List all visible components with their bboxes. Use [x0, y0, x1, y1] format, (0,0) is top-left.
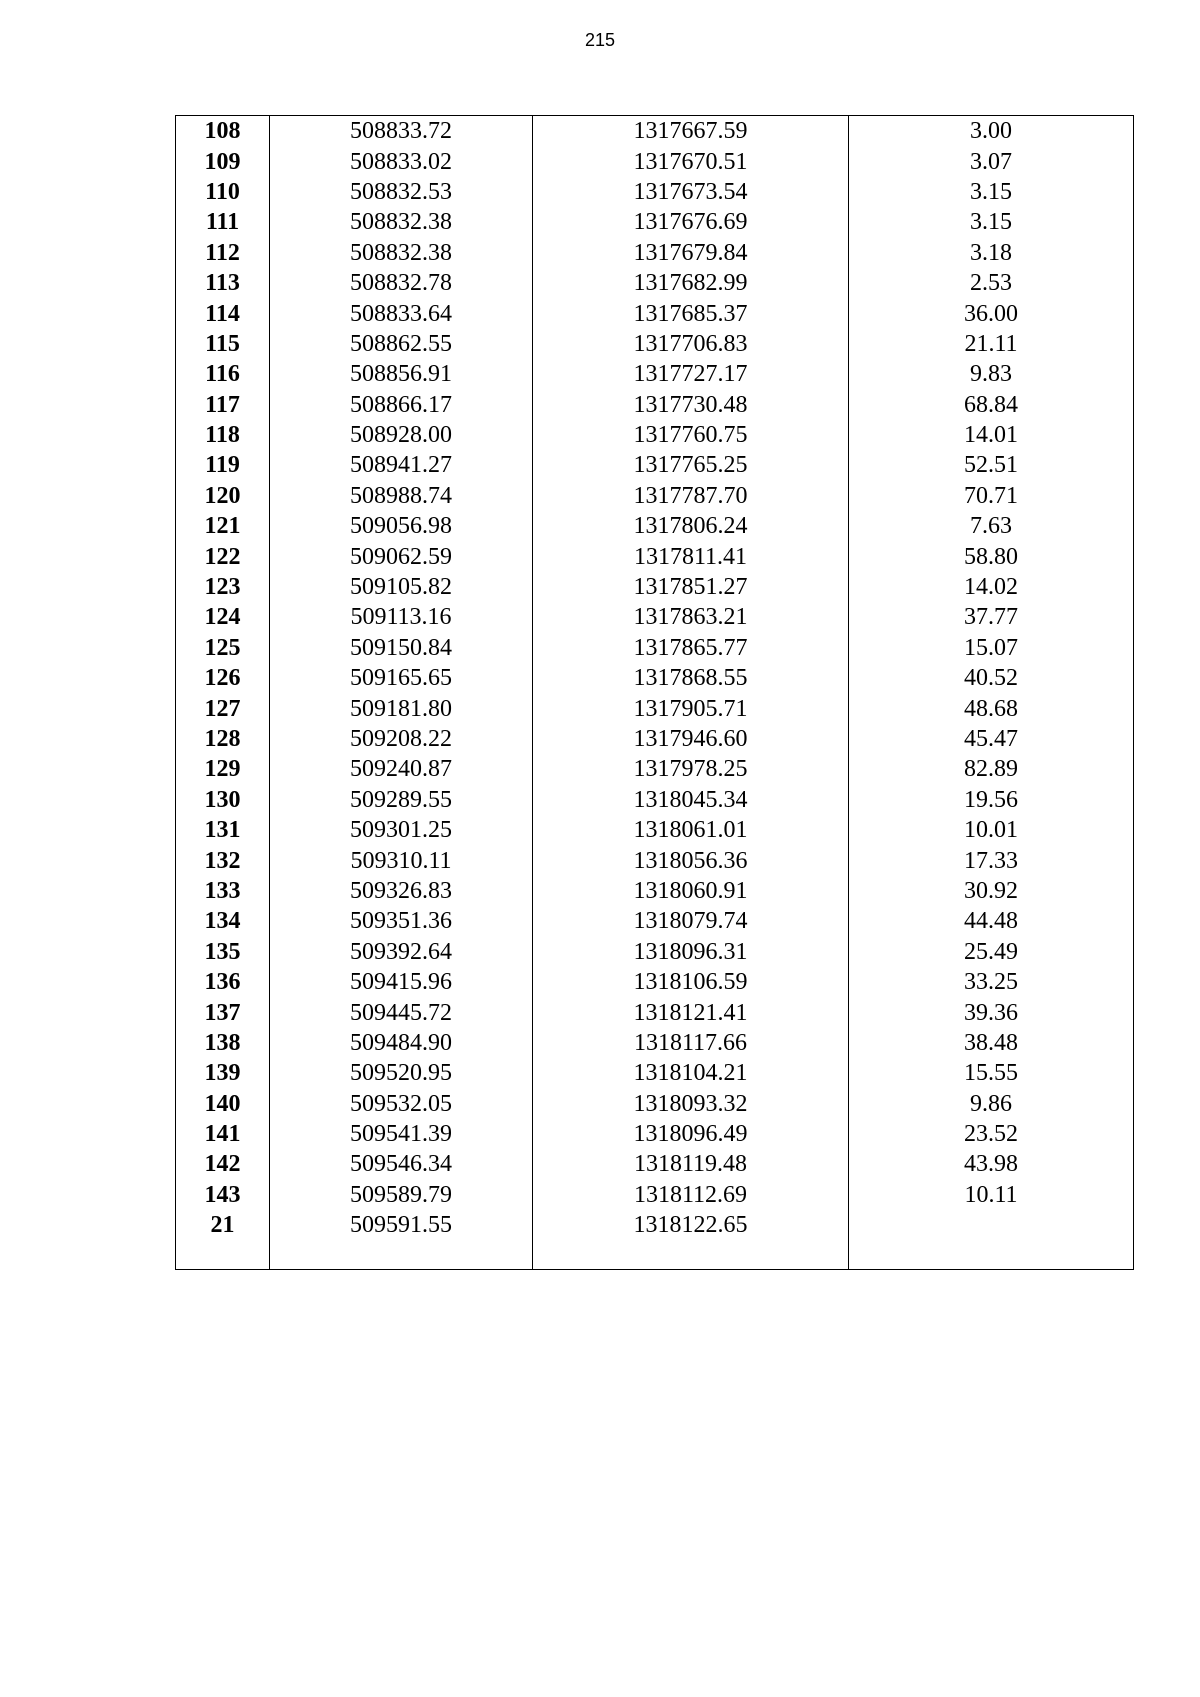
distance-cell: 30.92	[849, 876, 1134, 906]
point-number-cell: 130	[176, 785, 270, 815]
point-number-cell: 133	[176, 876, 270, 906]
point-number-cell: 134	[176, 906, 270, 936]
distance-cell: 15.55	[849, 1058, 1134, 1088]
distance-cell: 9.86	[849, 1089, 1134, 1119]
x-coordinate-cell: 509165.65	[270, 663, 533, 693]
empty-cell	[270, 1240, 533, 1269]
x-coordinate-cell: 508866.17	[270, 390, 533, 420]
table-row	[176, 906, 1134, 936]
x-coordinate-cell: 509541.39	[270, 1119, 533, 1149]
y-coordinate-cell: 1317682.99	[533, 268, 849, 298]
table-row	[176, 329, 1134, 359]
point-number-cell: 118	[176, 420, 270, 450]
x-coordinate-cell: 508832.78	[270, 268, 533, 298]
point-number-cell: 121	[176, 511, 270, 541]
distance-cell: 36.00	[849, 298, 1134, 328]
point-number-cell: 109	[176, 146, 270, 176]
y-coordinate-cell: 1317685.37	[533, 298, 849, 328]
distance-cell: 15.07	[849, 633, 1134, 663]
table-row	[176, 602, 1134, 632]
distance-cell: 44.48	[849, 906, 1134, 936]
y-coordinate-cell: 1317863.21	[533, 602, 849, 632]
distance-cell: 21.11	[849, 329, 1134, 359]
table-row	[176, 785, 1134, 815]
point-number-cell: 125	[176, 633, 270, 663]
table-row	[176, 177, 1134, 207]
x-coordinate-cell: 509240.87	[270, 754, 533, 784]
table-row	[176, 1210, 1134, 1240]
x-coordinate-cell: 508833.64	[270, 298, 533, 328]
point-number-cell: 138	[176, 1028, 270, 1058]
x-coordinate-cell: 509520.95	[270, 1058, 533, 1088]
distance-cell: 17.33	[849, 845, 1134, 875]
table-row	[176, 1089, 1134, 1119]
point-number-cell: 117	[176, 390, 270, 420]
x-coordinate-cell: 509289.55	[270, 785, 533, 815]
point-number-cell: 110	[176, 177, 270, 207]
table-row	[176, 359, 1134, 389]
table-row	[176, 1149, 1134, 1179]
y-coordinate-cell: 1317667.59	[533, 116, 849, 147]
point-number-cell: 120	[176, 481, 270, 511]
point-number-cell: 114	[176, 298, 270, 328]
table-row	[176, 1119, 1134, 1149]
x-coordinate-cell: 509310.11	[270, 845, 533, 875]
distance-cell: 14.02	[849, 572, 1134, 602]
x-coordinate-cell: 508988.74	[270, 481, 533, 511]
table-row	[176, 876, 1134, 906]
point-number-cell: 113	[176, 268, 270, 298]
point-number-cell: 119	[176, 450, 270, 480]
point-number-cell: 136	[176, 967, 270, 997]
y-coordinate-cell: 1318121.41	[533, 997, 849, 1027]
distance-cell: 82.89	[849, 754, 1134, 784]
x-coordinate-cell: 509415.96	[270, 967, 533, 997]
x-coordinate-cell: 508856.91	[270, 359, 533, 389]
distance-cell: 40.52	[849, 663, 1134, 693]
x-coordinate-cell: 508832.53	[270, 177, 533, 207]
distance-cell: 48.68	[849, 693, 1134, 723]
table-row	[176, 663, 1134, 693]
distance-cell: 68.84	[849, 390, 1134, 420]
table-row	[176, 511, 1134, 541]
y-coordinate-cell: 1318060.91	[533, 876, 849, 906]
table-row	[176, 146, 1134, 176]
point-number-cell: 142	[176, 1149, 270, 1179]
table-row	[176, 1180, 1134, 1210]
x-coordinate-cell: 509208.22	[270, 724, 533, 754]
distance-cell: 19.56	[849, 785, 1134, 815]
y-coordinate-cell: 1317946.60	[533, 724, 849, 754]
distance-cell: 10.11	[849, 1180, 1134, 1210]
x-coordinate-cell: 509181.80	[270, 693, 533, 723]
y-coordinate-cell: 1317765.25	[533, 450, 849, 480]
x-coordinate-cell: 509484.90	[270, 1028, 533, 1058]
y-coordinate-cell: 1317706.83	[533, 329, 849, 359]
table-row	[176, 724, 1134, 754]
point-number-cell: 112	[176, 238, 270, 268]
y-coordinate-cell: 1317811.41	[533, 541, 849, 571]
distance-cell: 23.52	[849, 1119, 1134, 1149]
distance-cell: 70.71	[849, 481, 1134, 511]
point-number-cell: 124	[176, 602, 270, 632]
distance-cell: 45.47	[849, 724, 1134, 754]
x-coordinate-cell: 509150.84	[270, 633, 533, 663]
point-number-cell: 123	[176, 572, 270, 602]
x-coordinate-cell: 508832.38	[270, 207, 533, 237]
distance-cell: 39.36	[849, 997, 1134, 1027]
point-number-cell: 135	[176, 937, 270, 967]
table-row	[176, 1058, 1134, 1088]
y-coordinate-cell: 1317851.27	[533, 572, 849, 602]
y-coordinate-cell: 1317978.25	[533, 754, 849, 784]
x-coordinate-cell: 509589.79	[270, 1180, 533, 1210]
x-coordinate-cell: 509056.98	[270, 511, 533, 541]
point-number-cell: 131	[176, 815, 270, 845]
y-coordinate-cell: 1317868.55	[533, 663, 849, 693]
y-coordinate-cell: 1318096.49	[533, 1119, 849, 1149]
y-coordinate-cell: 1317905.71	[533, 693, 849, 723]
x-coordinate-cell: 509591.55	[270, 1210, 533, 1240]
point-number-cell: 132	[176, 845, 270, 875]
table-row	[176, 693, 1134, 723]
y-coordinate-cell: 1318056.36	[533, 845, 849, 875]
distance-cell: 7.63	[849, 511, 1134, 541]
x-coordinate-cell: 508941.27	[270, 450, 533, 480]
point-number-cell: 127	[176, 693, 270, 723]
y-coordinate-cell: 1318122.65	[533, 1210, 849, 1240]
x-coordinate-cell: 508833.02	[270, 146, 533, 176]
empty-cell	[533, 1240, 849, 1269]
point-number-cell: 126	[176, 663, 270, 693]
empty-cell	[849, 1240, 1134, 1269]
point-number-cell: 140	[176, 1089, 270, 1119]
distance-cell: 38.48	[849, 1028, 1134, 1058]
x-coordinate-cell: 509392.64	[270, 937, 533, 967]
table-row	[176, 268, 1134, 298]
table-row	[176, 541, 1134, 571]
distance-cell: 52.51	[849, 450, 1134, 480]
distance-cell: 33.25	[849, 967, 1134, 997]
y-coordinate-cell: 1317806.24	[533, 511, 849, 541]
table-filler-row	[176, 1240, 1134, 1269]
distance-cell: 9.83	[849, 359, 1134, 389]
empty-cell	[176, 1240, 270, 1269]
table-row	[176, 633, 1134, 663]
distance-cell: 3.07	[849, 146, 1134, 176]
x-coordinate-cell: 509532.05	[270, 1089, 533, 1119]
y-coordinate-cell: 1318112.69	[533, 1180, 849, 1210]
table-row	[176, 238, 1134, 268]
table-row	[176, 937, 1134, 967]
x-coordinate-cell: 509546.34	[270, 1149, 533, 1179]
y-coordinate-cell: 1318061.01	[533, 815, 849, 845]
x-coordinate-cell: 508862.55	[270, 329, 533, 359]
table-row	[176, 207, 1134, 237]
table-row	[176, 845, 1134, 875]
y-coordinate-cell: 1318093.32	[533, 1089, 849, 1119]
distance-cell: 10.01	[849, 815, 1134, 845]
distance-cell: 25.49	[849, 937, 1134, 967]
point-number-cell: 143	[176, 1180, 270, 1210]
distance-cell: 3.15	[849, 207, 1134, 237]
point-number-cell: 122	[176, 541, 270, 571]
table-row	[176, 967, 1134, 997]
distance-cell: 3.15	[849, 177, 1134, 207]
x-coordinate-cell: 509351.36	[270, 906, 533, 936]
distance-cell: 2.53	[849, 268, 1134, 298]
y-coordinate-cell: 1317676.69	[533, 207, 849, 237]
point-number-cell: 115	[176, 329, 270, 359]
coordinates-table-body	[176, 116, 1134, 1270]
y-coordinate-cell: 1317865.77	[533, 633, 849, 663]
x-coordinate-cell: 508832.38	[270, 238, 533, 268]
point-number-cell: 129	[176, 754, 270, 784]
y-coordinate-cell: 1317673.54	[533, 177, 849, 207]
x-coordinate-cell: 509105.82	[270, 572, 533, 602]
table-row	[176, 997, 1134, 1027]
point-number-cell: 21	[176, 1210, 270, 1240]
x-coordinate-cell: 509445.72	[270, 997, 533, 1027]
table-row	[176, 1028, 1134, 1058]
x-coordinate-cell: 508833.72	[270, 116, 533, 147]
y-coordinate-cell: 1318045.34	[533, 785, 849, 815]
table-row	[176, 116, 1134, 147]
x-coordinate-cell: 509326.83	[270, 876, 533, 906]
distance-cell: 3.18	[849, 238, 1134, 268]
distance-cell: 14.01	[849, 420, 1134, 450]
point-number-cell: 116	[176, 359, 270, 389]
table-row	[176, 420, 1134, 450]
table-row	[176, 450, 1134, 480]
x-coordinate-cell: 509113.16	[270, 602, 533, 632]
y-coordinate-cell: 1318079.74	[533, 906, 849, 936]
table-row	[176, 754, 1134, 784]
y-coordinate-cell: 1317760.75	[533, 420, 849, 450]
y-coordinate-cell: 1317727.17	[533, 359, 849, 389]
page-number: 215	[584, 30, 616, 50]
y-coordinate-cell: 1318096.31	[533, 937, 849, 967]
point-number-cell: 139	[176, 1058, 270, 1088]
y-coordinate-cell: 1317679.84	[533, 238, 849, 268]
y-coordinate-cell: 1318106.59	[533, 967, 849, 997]
distance-cell: 37.77	[849, 602, 1134, 632]
point-number-cell: 128	[176, 724, 270, 754]
distance-cell: 58.80	[849, 541, 1134, 571]
x-coordinate-cell: 509301.25	[270, 815, 533, 845]
x-coordinate-cell: 508928.00	[270, 420, 533, 450]
coordinates-table	[175, 115, 1134, 1270]
x-coordinate-cell: 509062.59	[270, 541, 533, 571]
point-number-cell: 111	[176, 207, 270, 237]
y-coordinate-cell: 1317730.48	[533, 390, 849, 420]
table-row	[176, 481, 1134, 511]
distance-cell	[849, 1210, 1134, 1240]
y-coordinate-cell: 1317787.70	[533, 481, 849, 511]
y-coordinate-cell: 1318104.21	[533, 1058, 849, 1088]
point-number-cell: 108	[176, 116, 270, 147]
table-row	[176, 390, 1134, 420]
distance-cell: 3.00	[849, 116, 1134, 147]
point-number-cell: 137	[176, 997, 270, 1027]
point-number-cell: 141	[176, 1119, 270, 1149]
table-row	[176, 815, 1134, 845]
table-row	[176, 572, 1134, 602]
y-coordinate-cell: 1318119.48	[533, 1149, 849, 1179]
y-coordinate-cell: 1317670.51	[533, 146, 849, 176]
y-coordinate-cell: 1318117.66	[533, 1028, 849, 1058]
distance-cell: 43.98	[849, 1149, 1134, 1179]
table-row	[176, 298, 1134, 328]
